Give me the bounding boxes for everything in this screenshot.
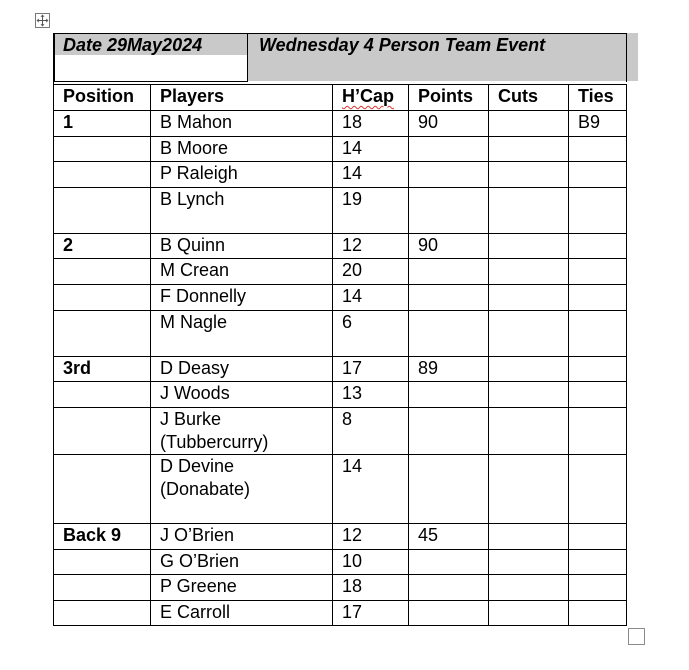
handicap-cell: 18 <box>342 576 363 596</box>
player-name: E Carroll <box>160 602 231 622</box>
handicap-cell: 19 <box>342 189 363 209</box>
player-club: (Donabate) <box>160 479 251 499</box>
player-name: G O’Brien <box>160 551 240 571</box>
player-name: J Burke <box>160 409 222 429</box>
player-club: (Tubbercurry) <box>160 432 269 452</box>
points-cell: 89 <box>418 358 439 378</box>
position-cell: 2 <box>63 235 74 255</box>
row-divider <box>53 187 627 188</box>
row-divider <box>53 310 627 311</box>
row-divider <box>53 407 627 408</box>
row-divider <box>53 284 627 285</box>
position-cell: Back 9 <box>63 525 122 545</box>
row-divider <box>53 110 627 111</box>
player-name: J O’Brien <box>160 525 235 545</box>
row-divider <box>53 233 627 234</box>
points-cell: 90 <box>418 112 439 132</box>
player-name: M Nagle <box>160 312 228 332</box>
position-cell: 1 <box>63 112 74 132</box>
position-cell: 3rd <box>63 358 92 378</box>
table-resize-handle-icon[interactable] <box>628 628 645 645</box>
handicap-cell: 13 <box>342 383 363 403</box>
row-divider <box>53 381 627 382</box>
handicap-cell: 12 <box>342 235 363 255</box>
row-divider <box>53 625 627 626</box>
player-name: F Donnelly <box>160 286 247 306</box>
row-divider <box>53 600 627 601</box>
points-cell: 90 <box>418 235 439 255</box>
ties-cell: B9 <box>578 112 601 132</box>
handicap-cell: 17 <box>342 358 363 378</box>
points-cell: 45 <box>418 525 439 545</box>
row-divider <box>53 454 627 455</box>
row-divider <box>53 136 627 137</box>
player-name: D Deasy <box>160 358 230 378</box>
player-name: B Moore <box>160 138 229 158</box>
player-name: P Greene <box>160 576 237 596</box>
row-divider <box>53 161 627 162</box>
handicap-cell: 12 <box>342 525 363 545</box>
handicap-cell: 14 <box>342 138 363 158</box>
column-divider <box>488 84 489 626</box>
column-header-1: Position <box>63 86 134 106</box>
player-name: D Devine <box>160 456 235 476</box>
handicap-cell: 18 <box>342 112 363 132</box>
column-divider <box>150 84 151 626</box>
handicap-cell: 10 <box>342 551 363 571</box>
row-divider <box>53 574 627 575</box>
column-header-3: H’Cap <box>342 86 395 106</box>
row-divider <box>53 523 627 524</box>
column-header-5: Cuts <box>498 86 538 106</box>
row-divider <box>53 258 627 259</box>
column-divider <box>408 84 409 626</box>
header-top-border <box>248 33 627 34</box>
player-name: M Crean <box>160 260 230 280</box>
column-divider <box>568 84 569 626</box>
column-header-6: Ties <box>578 86 614 106</box>
handicap-cell: 20 <box>342 260 363 280</box>
event-title: Wednesday 4 Person Team Event <box>259 35 546 55</box>
player-name: B Quinn <box>160 235 226 255</box>
column-header-4: Points <box>418 86 474 106</box>
row-divider <box>53 84 627 85</box>
handicap-cell: 17 <box>342 602 363 622</box>
row-divider <box>53 549 627 550</box>
handicap-cell: 14 <box>342 163 363 183</box>
player-name: J Woods <box>160 383 230 403</box>
player-name: B Mahon <box>160 112 233 132</box>
column-divider <box>626 84 627 626</box>
handicap-cell: 6 <box>342 312 353 332</box>
column-header-2: Players <box>160 86 225 106</box>
player-name: B Lynch <box>160 189 225 209</box>
player-name: P Raleigh <box>160 163 238 183</box>
table-move-handle-icon[interactable] <box>35 13 50 28</box>
handicap-cell: 14 <box>342 456 363 476</box>
date-label: Date 29May2024 <box>63 35 203 55</box>
header-left-border <box>53 33 54 84</box>
handicap-cell: 14 <box>342 286 363 306</box>
handicap-cell: 8 <box>342 409 353 429</box>
header-right-border <box>626 33 627 82</box>
column-divider <box>332 84 333 626</box>
column-divider <box>53 84 54 626</box>
row-divider <box>53 356 627 357</box>
